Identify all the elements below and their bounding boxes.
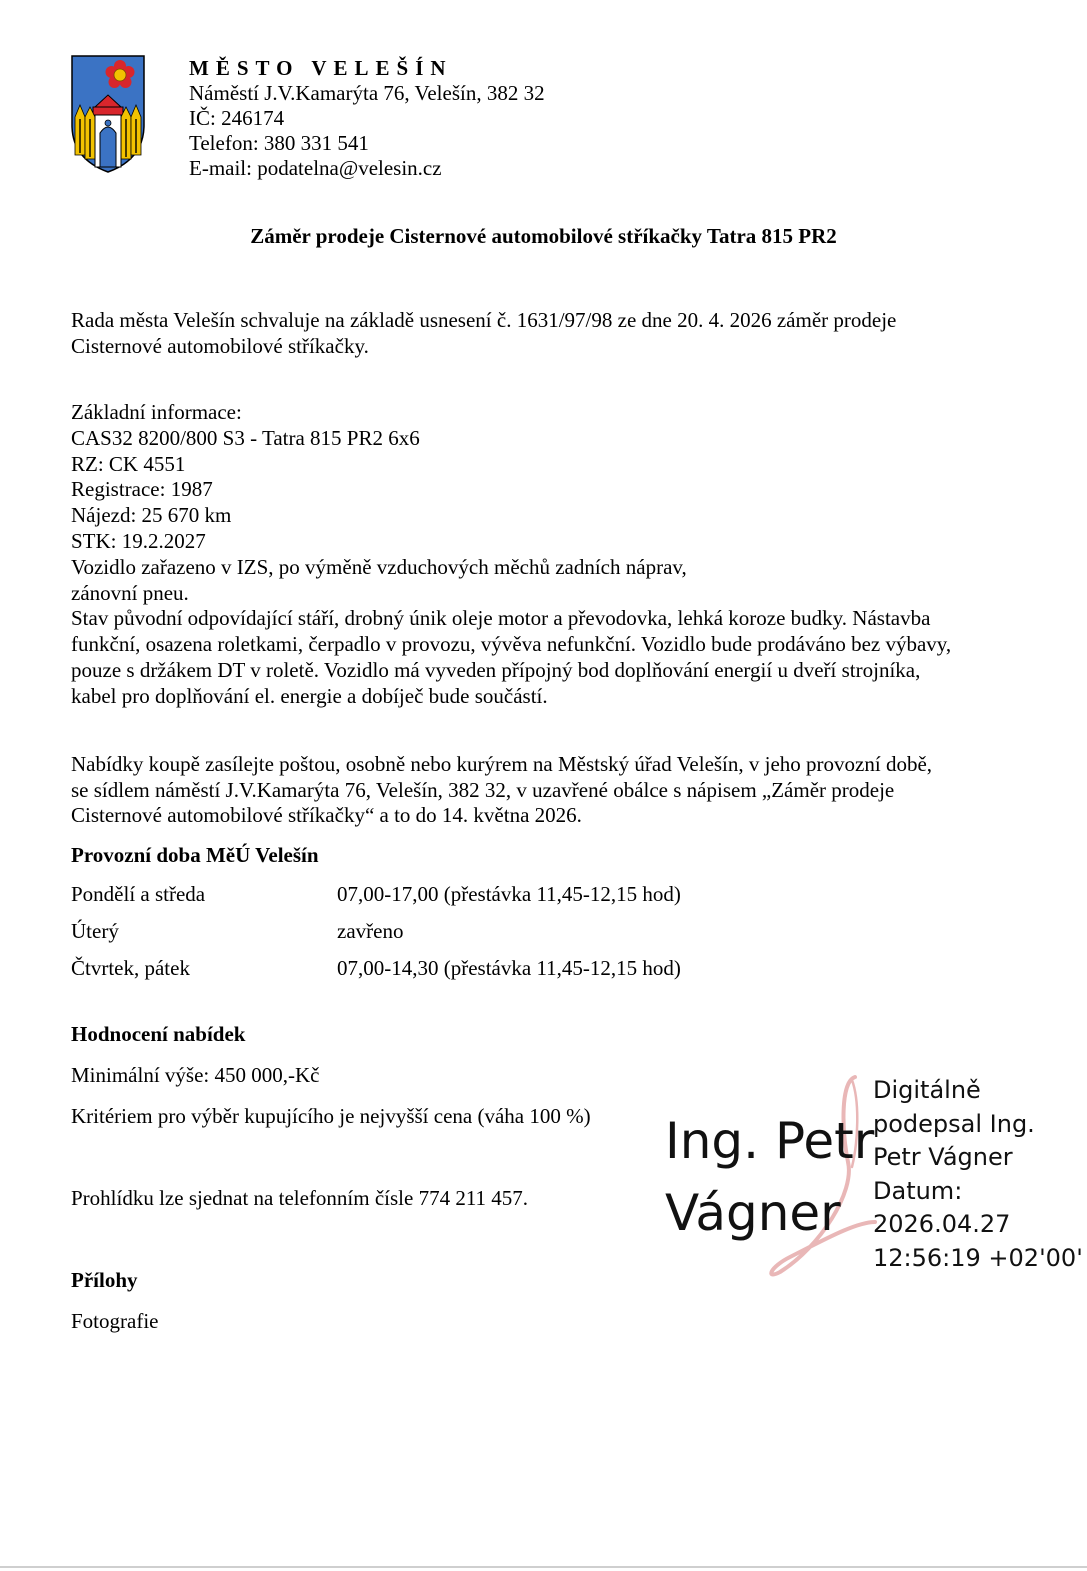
info-line: Registrace: 1987 bbox=[71, 477, 213, 502]
viewing-contact: Prohlídku lze sjednat na telefonním čísle 774 211 457. bbox=[71, 1186, 529, 1210]
offers-paragraph bbox=[71, 752, 1021, 829]
phone: Telefon: 380 331 541 bbox=[189, 131, 369, 155]
info-line: zánovní pneu. bbox=[71, 580, 189, 605]
info-line: pouze s držákem DT v roletě. Vozidlo má vyveden přípojný bod doplňování energií u dveří strojníka, bbox=[71, 657, 921, 682]
attachment-item: Fotografie bbox=[71, 1309, 159, 1333]
offers-line: Nabídky koupě zasílejte poštou, osobně nebo kurýrem na Městský úřad Velešín, v jeho provozní době, bbox=[71, 752, 933, 776]
signature-detail-line: 2026.04.27 bbox=[873, 1210, 1011, 1238]
selection-criterion: Kritériem pro výběr kupujícího je nejvyšší cena (váha 100 %) bbox=[71, 1104, 591, 1128]
hours-time: 07,00-14,30 (přestávka 11,45-12,15 hod) bbox=[337, 956, 681, 980]
minimum-price: Minimální výše: 450 000,-Kč bbox=[71, 1063, 320, 1087]
intro-line: Cisternové automobilové stříkačky. bbox=[71, 333, 369, 358]
basic-info bbox=[71, 400, 1021, 710]
hours-day: Pondělí a středa bbox=[71, 882, 206, 906]
address: Náměstí J.V.Kamarýta 76, Velešín, 382 32 bbox=[189, 81, 545, 105]
attachments-heading: Přílohy bbox=[71, 1268, 138, 1292]
signature-detail-line: 12:56:19 +02'00' bbox=[873, 1243, 1083, 1272]
hours-day: Úterý bbox=[71, 919, 119, 943]
info-line: Nájezd: 25 670 km bbox=[71, 503, 232, 528]
signature-detail-line: Digitálně bbox=[873, 1076, 981, 1104]
info-line: CAS32 8200/800 S3 - Tatra 815 PR2 6x6 bbox=[71, 425, 420, 450]
offers-line: Cisternové automobilové stříkačky“ a to do 14. května 2026. bbox=[71, 803, 582, 827]
info-line: STK: 19.2.2027 bbox=[71, 528, 206, 553]
page-bottom-divider bbox=[0, 1566, 1087, 1568]
signature-detail-line: podepsal Ing. bbox=[873, 1109, 1035, 1138]
company-id: IČ: 246174 bbox=[189, 106, 285, 130]
info-line: Základní informace: bbox=[71, 400, 242, 424]
signature-detail-line: Datum: bbox=[873, 1176, 963, 1205]
hours-day: Čtvrtek, pátek bbox=[71, 956, 190, 980]
signature-name-line: Ing. Petr bbox=[665, 1112, 875, 1170]
city-name: MĚSTO VELEŠÍN bbox=[189, 56, 453, 80]
hours-time: zavřeno bbox=[337, 919, 404, 943]
info-line: Vozidlo zařazeno v IZS, po výměně vzduchových měchů zadních náprav, bbox=[71, 554, 687, 579]
offers-line: se sídlem náměstí J.V.Kamarýta 76, Velešín, 382 32, v uzavřené obálce s nápisem „Záměr prodeje bbox=[71, 777, 895, 802]
signature-details bbox=[873, 1074, 1083, 1275]
hours-heading: Provozní doba MěÚ Velešín bbox=[71, 843, 319, 867]
email: E-mail: podatelna@velesin.cz bbox=[189, 156, 442, 180]
signature-name-line: Vágner bbox=[665, 1184, 841, 1242]
info-line: Stav původní odpovídající stáří, drobný únik oleje motor a převodovka, lehká koroze budky. Nástavba bbox=[71, 606, 931, 631]
evaluation-heading: Hodnocení nabídek bbox=[71, 1022, 246, 1046]
header-block bbox=[189, 55, 545, 181]
signature-detail-line: Petr Vágner bbox=[873, 1143, 1013, 1171]
info-line: kabel pro doplňování el. energie a dobíječ bude součástí. bbox=[71, 683, 548, 708]
info-line: funkční, osazena roletkami, čerpadlo v provozu, vývěva nefunkční. Vozidlo bude prodáváno bez výbavy, bbox=[71, 632, 952, 657]
info-line: RZ: CK 4551 bbox=[71, 451, 186, 476]
hours-time: 07,00-17,00 (přestávka 11,45-12,15 hod) bbox=[337, 882, 681, 906]
document-title: Záměr prodeje Cisternové automobilové stříkačky Tatra 815 PR2 bbox=[250, 224, 837, 248]
signature-name bbox=[665, 1105, 874, 1249]
intro-paragraph bbox=[71, 308, 1021, 359]
intro-line: Rada města Velešín schvaluje na základě usnesení č. 1631/97/98 ze dne 20. 4. 2026 záměr prodeje bbox=[71, 308, 897, 332]
coat-of-arms-icon bbox=[71, 55, 145, 178]
